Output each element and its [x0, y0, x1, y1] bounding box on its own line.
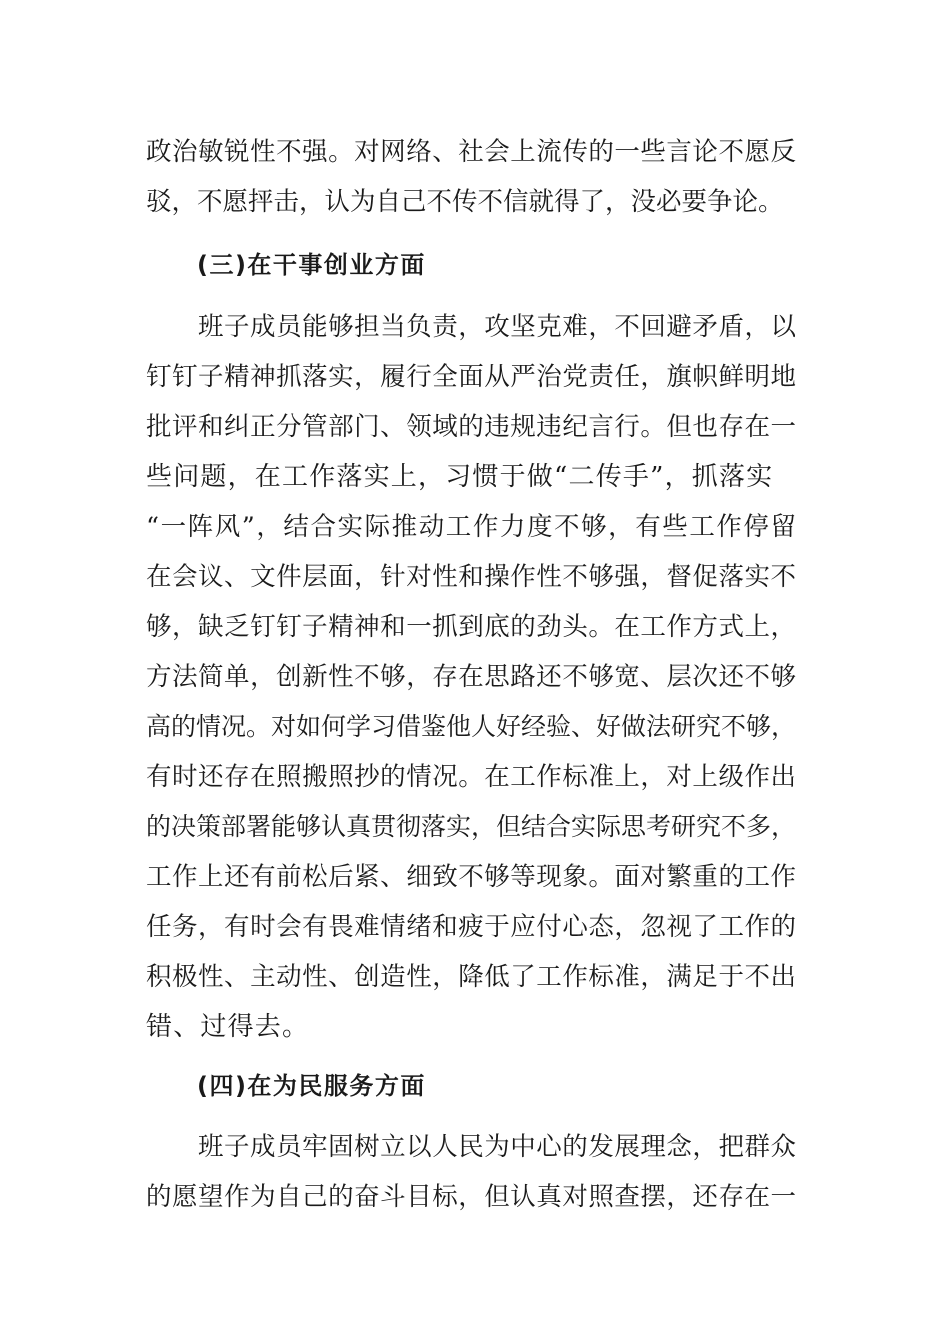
paragraph-line: 班子成员牢固树立以人民为中心的发展理念，把群众: [198, 1132, 796, 1162]
paragraph-line: 工作上还有前松后紧、细致不够等现象。面对繁重的工作: [146, 862, 796, 892]
paragraph-line: 的决策部署能够认真贯彻落实，但结合实际思考研究不多，: [146, 812, 797, 841]
paragraph-line: “一阵风”，结合实际推动工作力度不够，有些工作停留: [146, 512, 796, 542]
paragraph-line: 高的情况。对如何学习借鉴他人好经验、好做法研究不够，: [146, 712, 797, 741]
paragraph-line: 有时还存在照搬照抄的情况。在工作标准上，对上级作出: [146, 762, 796, 792]
paragraph-line: 在会议、文件层面，针对性和操作性不够强，督促落实不: [146, 562, 796, 592]
paragraph-line: 政治敏锐性不强。对网络、社会上流传的一些言论不愿反: [146, 137, 796, 167]
paragraph-line: 些问题，在工作落实上，习惯于做“二传手”，抓落实: [146, 462, 774, 492]
paragraph-line: 批评和纠正分管部门、领域的违规违纪言行。但也存在一: [146, 412, 796, 442]
paragraph-line: 方法简单，创新性不够，存在思路还不够宽、层次还不够: [146, 662, 796, 692]
paragraph-line: 驳，不愿抨击，认为自己不传不信就得了，没必要争论。: [146, 187, 784, 217]
paragraph-line: 班子成员能够担当负责，攻坚克难，不回避矛盾，以: [198, 312, 796, 342]
paragraph-line: 钉钉子精神抓落实，履行全面从严治党责任，旗帜鲜明地: [146, 362, 796, 392]
section-heading-4: (四)在为民服务方面: [197, 1072, 426, 1100]
paragraph-line: 积极性、主动性、创造性，降低了工作标准，满足于不出: [146, 962, 796, 992]
paragraph-line: 够，缺乏钉钉子精神和一抓到底的劲头。在工作方式上，: [146, 612, 796, 642]
paragraph-line: 的愿望作为自己的奋斗目标，但认真对照查摆，还存在一: [146, 1182, 796, 1212]
paragraph-line: 错、过得去。: [146, 1012, 310, 1042]
section-heading-3: (三)在干事创业方面: [197, 251, 426, 279]
paragraph-line: 任务，有时会有畏难情绪和疲于应付心态，忽视了工作的: [146, 912, 796, 942]
